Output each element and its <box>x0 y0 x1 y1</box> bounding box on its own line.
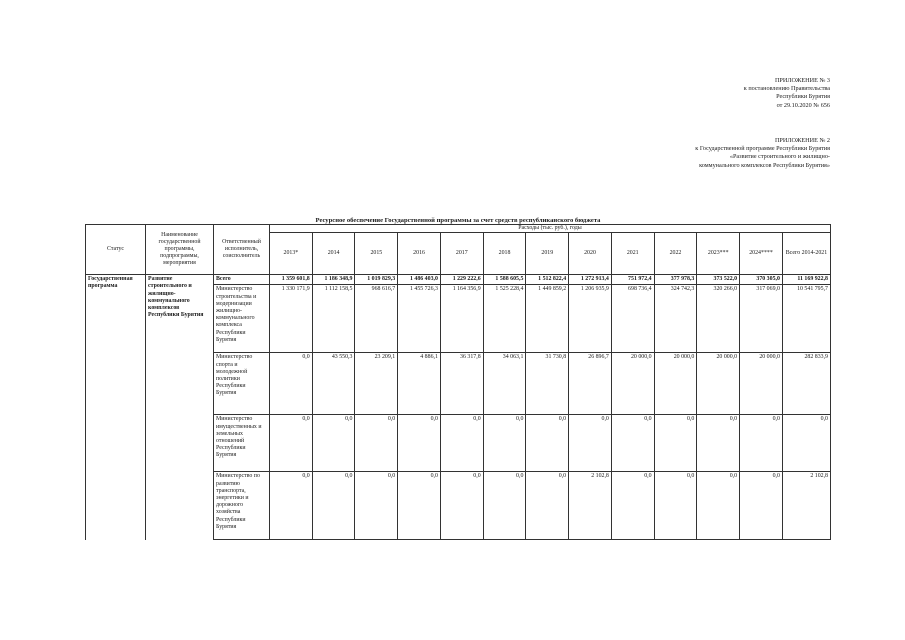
table-row-total <box>86 275 831 285</box>
value-cell: 698 736,4 <box>611 285 654 353</box>
value-cell: 0,0 <box>611 415 654 472</box>
value-cell: 0,0 <box>270 353 313 415</box>
total-cell: 11 169 922,8 <box>782 275 830 285</box>
value-cell: 320 266,0 <box>697 285 740 353</box>
header-responsible: Ответственный исполнитель, соисполнитель <box>214 225 270 275</box>
value-cell: 0,0 <box>654 472 697 540</box>
value-cell: 31 730,8 <box>526 353 569 415</box>
header-total: Всего 2014-2021 <box>782 233 830 275</box>
table-row <box>86 472 831 540</box>
total-cell: 282 833,9 <box>782 353 830 415</box>
value-cell: 1 486 403,0 <box>398 275 441 285</box>
header-year: 2019 <box>526 233 569 275</box>
value-cell: 0,0 <box>355 472 398 540</box>
value-cell: 0,0 <box>440 472 483 540</box>
value-cell: 1 272 913,4 <box>569 275 612 285</box>
program-name-cell: Развитие строительного и жилищно-коммунального комплексов Республики Бурятия <box>146 275 214 353</box>
appendix-2-line: к Государственной программе Республики Бурятия <box>695 145 830 153</box>
value-cell: 4 886,1 <box>398 353 441 415</box>
appendix-3-line: к постановлению Правительства <box>743 85 830 93</box>
value-cell: 1 588 605,5 <box>483 275 526 285</box>
value-cell: 0,0 <box>526 415 569 472</box>
value-cell: 317 069,0 <box>740 285 783 353</box>
value-cell: 0,0 <box>355 415 398 472</box>
value-cell: 0,0 <box>526 472 569 540</box>
value-cell: 1 112 158,5 <box>312 285 355 353</box>
value-cell: 1 164 356,9 <box>440 285 483 353</box>
total-cell: 0,0 <box>782 415 830 472</box>
header-year: 2024**** <box>740 233 783 275</box>
executor-cell: Министерство по развитию транспорта, энергетики и дорожного хозяйства Республики Бурятия <box>214 472 270 540</box>
value-cell: 0,0 <box>398 472 441 540</box>
value-cell: 1 455 726,3 <box>398 285 441 353</box>
total-cell: 10 541 795,7 <box>782 285 830 353</box>
value-cell: 0,0 <box>740 472 783 540</box>
header-year: 2018 <box>483 233 526 275</box>
value-cell: 1 186 348,9 <box>312 275 355 285</box>
appendix-3-line: Республики Бурятия <box>776 93 830 101</box>
header-name: Наименование государственной программы, подпрограммы, мероприятия <box>146 225 214 275</box>
status-cell-empty <box>86 353 146 415</box>
appendix-3-header <box>744 77 830 110</box>
program-name-cell-empty <box>146 353 214 415</box>
executor-cell: Всего <box>214 275 270 285</box>
status-cell-empty <box>86 472 146 540</box>
program-name-cell-empty <box>146 415 214 472</box>
value-cell: 1 330 171,9 <box>270 285 313 353</box>
value-cell: 0,0 <box>270 415 313 472</box>
value-cell: 0,0 <box>697 472 740 540</box>
value-cell: 1 449 859,2 <box>526 285 569 353</box>
header-status: Статус <box>86 225 146 275</box>
value-cell: 0,0 <box>611 472 654 540</box>
appendix-2-header <box>695 137 830 170</box>
value-cell: 0,0 <box>483 472 526 540</box>
value-cell: 968 616,7 <box>355 285 398 353</box>
value-cell: 20 000,0 <box>611 353 654 415</box>
appendix-3-title: ПРИЛОЖЕНИЕ № 3 <box>774 77 830 84</box>
value-cell: 370 305,0 <box>740 275 783 285</box>
header-year: 2014 <box>312 233 355 275</box>
appendix-3-date: от 29.10.2020 № 656 <box>776 101 830 109</box>
value-cell: 36 317,8 <box>440 353 483 415</box>
header-year: 2016 <box>398 233 441 275</box>
value-cell: 20 000,0 <box>697 353 740 415</box>
value-cell: 23 209,1 <box>355 353 398 415</box>
header-year: 2021 <box>611 233 654 275</box>
value-cell: 751 972,4 <box>611 275 654 285</box>
header-year: 2020 <box>569 233 612 275</box>
header-expenses: Расходы (тыс. руб.), годы <box>270 225 831 233</box>
value-cell: 20 000,0 <box>740 353 783 415</box>
value-cell: 0,0 <box>654 415 697 472</box>
value-cell: 20 000,0 <box>654 353 697 415</box>
value-cell: 324 742,3 <box>654 285 697 353</box>
value-cell: 1 525 228,4 <box>483 285 526 353</box>
value-cell: 1 359 601,8 <box>270 275 313 285</box>
value-cell: 373 522,0 <box>697 275 740 285</box>
program-name-cell-empty <box>146 472 214 540</box>
header-year: 2013* <box>270 233 313 275</box>
value-cell: 34 063,1 <box>483 353 526 415</box>
value-cell: 2 102,8 <box>569 472 612 540</box>
executor-cell: Министерство спорта и молодежной политики Республики Бурятия <box>214 353 270 415</box>
value-cell: 0,0 <box>569 415 612 472</box>
total-cell: 2 102,8 <box>782 472 830 540</box>
value-cell: 0,0 <box>740 415 783 472</box>
table-row <box>86 353 831 415</box>
value-cell: 1 019 829,3 <box>355 275 398 285</box>
executor-cell: Министерство имущественных и земельных отношений Республики Бурятия <box>214 415 270 472</box>
value-cell: 0,0 <box>312 415 355 472</box>
value-cell: 0,0 <box>270 472 313 540</box>
executor-cell: Министерство строительства и модернизации жилищно-коммунального комплекса Республики Бурятия <box>214 285 270 353</box>
value-cell: 1 512 822,4 <box>526 275 569 285</box>
value-cell: 1 229 222,6 <box>440 275 483 285</box>
value-cell: 0,0 <box>483 415 526 472</box>
value-cell: 43 550,3 <box>312 353 355 415</box>
header-year: 2015 <box>355 233 398 275</box>
value-cell: 1 206 935,9 <box>569 285 612 353</box>
appendix-2-line: «Развитие строительного и жилищно- <box>729 153 830 161</box>
value-cell: 0,0 <box>312 472 355 540</box>
budget-table <box>85 224 831 540</box>
value-cell: 26 896,7 <box>569 353 612 415</box>
status-cell: Государственная программа <box>86 275 146 353</box>
value-cell: 0,0 <box>697 415 740 472</box>
table-title: Ресурсное обеспечение Государственной программы за счет средств республиканского бюджета <box>315 217 601 224</box>
appendix-2-line: коммунального комплексов Республики Бурятия» <box>699 161 830 169</box>
header-year: 2023*** <box>697 233 740 275</box>
header-year: 2022 <box>654 233 697 275</box>
value-cell: 377 978,3 <box>654 275 697 285</box>
value-cell: 0,0 <box>440 415 483 472</box>
header-year: 2017 <box>440 233 483 275</box>
appendix-2-title: ПРИЛОЖЕНИЕ № 2 <box>774 137 830 144</box>
table-row <box>86 415 831 472</box>
status-cell-empty <box>86 415 146 472</box>
value-cell: 0,0 <box>398 415 441 472</box>
